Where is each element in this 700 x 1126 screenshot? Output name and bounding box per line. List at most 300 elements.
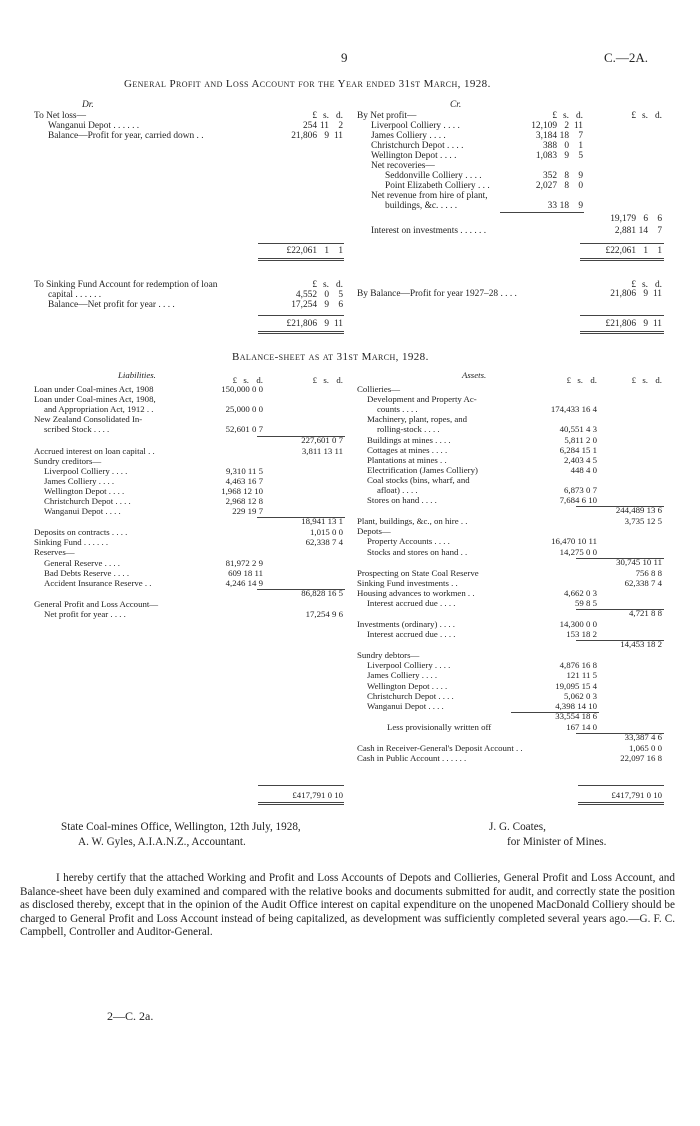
amount-pence: 6 (657, 214, 662, 224)
liability-detail-amount (173, 424, 263, 434)
asset-detail-amount-text: 14,300 0 0 (559, 619, 597, 629)
asset-detail-amount (507, 681, 597, 691)
pl-appropriation-total (253, 319, 343, 329)
amount-shillings: 9 (324, 300, 329, 310)
liability-item: Sundry creditors— (34, 455, 102, 466)
amount-pounds: 12,109 (531, 121, 557, 131)
liability-item: New Zealand Consolidated In- (34, 414, 143, 425)
liability-item: Bad Debts Reserve . . . . (44, 567, 130, 578)
asset-detail-amount-text: 153 18 2 (566, 629, 597, 640)
asset-item: Interest accrued due . . . . (367, 597, 456, 608)
asset-item: Development and Property Ac- (367, 394, 477, 405)
amount-shillings: 0 (324, 290, 329, 300)
asset-detail-amount-text: 6,873 0 7 (564, 485, 597, 495)
liability-detail-amount (173, 466, 263, 476)
asset-detail-amount (507, 424, 597, 434)
amount-pounds: 2,881 (614, 226, 636, 236)
amount-pounds: 17,254 (291, 300, 317, 310)
liability-detail-amount (173, 568, 263, 578)
asset-total-amount (572, 578, 662, 588)
asset-detail-amount (507, 670, 597, 680)
asset-item: Sundry debtors— (357, 650, 420, 661)
credit-label: Cr. (450, 100, 462, 110)
liability-total-amount-text: 18,941 13 1 (301, 516, 343, 527)
amount-shillings: 18 (559, 201, 569, 211)
asset-item: Electrification (James Colliery) (367, 464, 478, 475)
page-number: 9 (341, 50, 348, 65)
asset-item: James Colliery . . . . (367, 670, 438, 681)
asset-detail-amount-text: 5,062 0 3 (564, 690, 597, 701)
amount-pounds: 388 (542, 141, 557, 151)
shillings-header: s. (323, 111, 329, 121)
balance-profit-label: By Balance—Profit for year 1927–28 . . . . (357, 289, 517, 299)
liability-total-amount-text: 227,601 0 7 (301, 434, 343, 445)
amount-pence: 9 (578, 171, 583, 181)
shillings-header: s. (323, 375, 329, 385)
amount-pence: 6 (338, 300, 343, 310)
amount-pounds: £21,806 (286, 319, 317, 329)
liability-total-amount-text: 3,811 13 11 (301, 445, 343, 456)
asset-item: Liverpool Colliery . . . . (367, 660, 451, 671)
amount-shillings: 6 (643, 214, 648, 224)
asset-detail-amount (507, 536, 597, 546)
asset-detail-amount (507, 445, 597, 455)
asset-total-amount-text: 33,387 4 6 (624, 731, 662, 742)
pound-sign: £ (566, 375, 571, 385)
asset-detail-amount-text: 4,662 0 3 (564, 587, 597, 598)
asset-item: Stores on hand . . . . (367, 495, 437, 506)
shillings-header: s. (323, 280, 329, 290)
amount-pounds: 1,083 (535, 151, 557, 161)
pl-appropriation-item: Balance—Net profit for year . . . . (48, 300, 175, 310)
asset-total-amount (572, 753, 662, 763)
pl-debit-amount (253, 121, 343, 131)
amount-pence: 9 (578, 201, 583, 211)
amount-shillings: 9 (564, 151, 569, 161)
asset-item: Christchurch Depot . . . . (367, 690, 454, 701)
asset-detail-amount-text: 19,095 15 4 (555, 680, 597, 691)
rule-line (258, 331, 344, 334)
asset-item: rolling-stock . . . . (377, 424, 440, 435)
pence-header: d. (335, 111, 343, 121)
pence-header: d. (655, 375, 662, 385)
shillings-header: s. (642, 375, 648, 385)
asset-detail-amount-text: 4,398 14 10 (555, 700, 597, 711)
shillings-header: s. (563, 111, 569, 121)
assets-total (572, 790, 662, 800)
amount-shillings: 1 (643, 246, 648, 256)
pl-appropriation-amount (253, 300, 343, 310)
asset-total-amount (572, 505, 662, 515)
asset-total-amount-text: 244,489 13 6 (615, 505, 662, 516)
asset-total-amount-text: 4,721 8 8 (629, 608, 662, 618)
asset-detail-amount (507, 404, 597, 414)
pence-header: d. (654, 280, 662, 290)
asset-detail-amount-text: 40,551 4 3 (559, 424, 597, 435)
asset-item: Cottages at mines . . . . (367, 444, 448, 455)
amount-shillings: 1 (324, 246, 329, 256)
liability-total-amount (253, 537, 343, 547)
pl-credit-subtotal (572, 214, 662, 224)
rule-line (258, 802, 344, 805)
pound-sign: £ (631, 111, 636, 121)
pl-credit-amount (493, 151, 583, 161)
asset-item: Cash in Public Account . . . . . . (357, 753, 467, 763)
pl-credit-amount (493, 141, 583, 151)
amount-pounds: 19,179 (610, 214, 636, 224)
asset-detail-amount-text: 33,554 18 6 (555, 710, 597, 721)
rule-line (578, 785, 664, 786)
asset-item: Plantations at mines . . (367, 454, 447, 465)
debit-label: Dr. (82, 100, 94, 110)
asset-item: Housing advances to workmen . . (357, 587, 475, 598)
amount-shillings: 9 (324, 319, 329, 329)
liability-detail-amount-text: 609 18 11 (228, 567, 263, 578)
amount-shillings: 9 (643, 289, 648, 299)
asset-item: counts . . . . (377, 404, 418, 415)
shillings-header: s. (577, 375, 583, 385)
asset-total-amount-text: 1,065 0 0 (629, 742, 662, 753)
liabilities-total-text: £417,791 0 10 (292, 790, 343, 800)
liability-detail-amount (173, 578, 263, 588)
amount-pounds: 21,806 (610, 289, 636, 299)
amount-pence: 1 (657, 246, 662, 256)
pl-credit-item: buildings, &c. . . . . (385, 201, 458, 211)
asset-detail-amount (507, 660, 597, 670)
liability-item: Sinking Fund . . . . . . (34, 537, 109, 548)
pl-appropriation-item: To Sinking Fund Account for redemption of loan (34, 280, 218, 290)
asset-total-amount (572, 568, 662, 578)
liability-detail-amount-text: 9,310 11 5 (225, 465, 263, 476)
liability-total-amount (253, 527, 343, 537)
asset-detail-amount-text: 7,684 6 10 (559, 495, 597, 506)
pl-credit-amount (493, 201, 583, 211)
amount-shillings: 8 (564, 181, 569, 191)
pl-credit-item: Point Elizabeth Colliery . . . (385, 181, 490, 191)
pl-credit-amount (493, 171, 583, 181)
pl-credit-item: Seddonville Colliery . . . . (385, 171, 482, 181)
rule-line (258, 785, 344, 786)
asset-item: Less provisionally written off (387, 721, 492, 732)
interest-amount (572, 226, 662, 236)
liability-item: General Reserve . . . . (44, 557, 120, 568)
amount-pounds: 2,027 (535, 181, 557, 191)
rule-line (578, 802, 664, 805)
liabilities-total (253, 790, 343, 800)
assets-label: Assets. (462, 370, 487, 380)
pound-sign: £ (631, 280, 636, 290)
pl-credit-item: By Net profit— (357, 111, 417, 121)
pound-sign: £ (631, 375, 636, 385)
asset-detail-amount (507, 598, 597, 608)
amount-pence: 11 (652, 319, 662, 329)
pence-header: d. (575, 111, 583, 121)
asset-total-amount-text: 22,097 16 8 (620, 753, 662, 763)
asset-detail-amount (507, 435, 597, 445)
liability-item: Reserves— (34, 547, 75, 558)
asset-detail-amount (507, 588, 597, 598)
pl-credit-amount (493, 181, 583, 191)
liability-detail-amount-text: 81,972 2 9 (225, 557, 263, 568)
asset-detail-amount-text: 174,433 16 4 (550, 404, 597, 415)
asset-total-amount-text: 14,453 18 2 (620, 639, 662, 650)
asset-item: Stocks and stores on hand . . (367, 546, 468, 557)
pence-header: d. (256, 375, 263, 385)
assets-total-text: £417,791 0 10 (611, 790, 662, 800)
document-reference: C.—2A. (604, 50, 649, 65)
amount-pounds: 21,806 (291, 131, 317, 141)
asset-item: Buildings at mines . . . . (367, 434, 451, 445)
liability-item: Accrued interest on loan capital . . (34, 445, 155, 456)
asset-detail-amount (507, 701, 597, 711)
rule-line (258, 258, 344, 261)
liabilities-label: Liabilities. (118, 370, 156, 380)
amount-pounds: £22,061 (286, 246, 317, 256)
amount-pence: 1 (578, 141, 583, 151)
asset-item: Plant, buildings, &c., on hire . . (357, 516, 468, 527)
asset-detail-amount-text: 121 11 5 (566, 670, 597, 681)
asset-detail-amount (507, 547, 597, 557)
pl-credit-total (572, 246, 662, 256)
liability-item: Wanganui Depot . . . . (44, 506, 121, 517)
asset-item: Prospecting on State Coal Reserve (357, 567, 479, 578)
pl-credit-item: Liverpool Colliery . . . . (371, 121, 460, 131)
pl-debit-item: Wanganui Depot . . . . . . (48, 121, 140, 131)
amount-shillings: 9 (643, 319, 648, 329)
liability-item: Accident Insurance Reserve . . (44, 577, 152, 588)
asset-total-amount (572, 639, 662, 649)
asset-item: Cash in Receiver-General's Deposit Account . . (357, 742, 523, 753)
rule-line (500, 212, 584, 213)
currency-header (253, 111, 343, 121)
asset-detail-amount-text: 59 8 5 (575, 597, 597, 608)
pl-credit-item: Net revenue from hire of plant, (371, 191, 488, 201)
pl-credit-item: Net recoveries— (371, 161, 435, 171)
asset-detail-amount-text: 448 4 0 (570, 464, 597, 475)
rule-line (258, 315, 344, 316)
liability-item: and Appropriation Act, 1912 . . (44, 404, 154, 415)
amount-shillings: 0 (564, 141, 569, 151)
liability-total-amount-text: 1,015 0 0 (310, 527, 343, 538)
amount-shillings: 2 (564, 121, 569, 131)
liability-detail-amount (173, 506, 263, 516)
pound-sign: £ (552, 111, 557, 121)
asset-total-amount-text: 30,745 10 11 (616, 556, 662, 567)
liability-total-amount (253, 435, 343, 445)
liability-item: Net profit for year . . . . (44, 608, 126, 619)
asset-detail-amount-text: 16,470 10 11 (551, 536, 597, 547)
pl-debit-amount (253, 131, 343, 141)
pound-sign: £ (232, 375, 237, 385)
amount-pence: 1 (338, 246, 343, 256)
rule-line (580, 315, 664, 316)
asset-detail-amount (507, 711, 597, 721)
asset-detail-amount (507, 465, 597, 475)
liability-detail-amount-text: 229 19 7 (232, 506, 263, 517)
asset-item: Property Accounts . . . . (367, 536, 450, 547)
liability-detail-amount-text: 4,463 16 7 (225, 475, 263, 486)
rule-line (258, 243, 344, 244)
liability-total-amount (253, 588, 343, 598)
asset-item: Coal stocks (bins, wharf, and (367, 474, 470, 485)
asset-detail-amount (507, 485, 597, 495)
signature-minister: J. G. Coates, (489, 821, 546, 833)
pl-credit-item: Wellington Depot . . . . (371, 151, 457, 161)
amount-pence: 2 (338, 121, 343, 131)
liability-item: Loan under Coal-mines Act, 1908 (34, 384, 154, 394)
liability-item: General Profit and Loss Account— (34, 598, 159, 609)
amount-shillings: 9 (324, 131, 329, 141)
amount-pounds: £21,806 (605, 319, 636, 329)
liability-detail-amount (173, 404, 263, 414)
liability-detail-amount-text: 4,246 14 9 (225, 577, 263, 588)
asset-item: Wanganui Depot . . . . (367, 700, 444, 711)
asset-total-amount (572, 732, 662, 742)
asset-total-amount (572, 557, 662, 567)
pl-debit-item: To Net loss— (34, 111, 86, 121)
liability-item: Wellington Depot . . . . (44, 485, 125, 496)
amount-shillings: 8 (564, 171, 569, 181)
pence-header: d. (654, 111, 662, 121)
asset-total-amount (572, 608, 662, 618)
amount-pence: 5 (338, 290, 343, 300)
asset-detail-amount-text: 14,275 0 0 (559, 546, 597, 557)
asset-total-amount-text: 62,338 7 4 (624, 577, 662, 588)
amount-pounds: 33 (547, 201, 557, 211)
asset-item: Depots— (357, 526, 391, 537)
rule-line (580, 243, 664, 244)
liability-detail-amount-text: 1,968 12 10 (221, 485, 263, 496)
amount-pence: 7 (578, 131, 583, 141)
liability-detail-amount-text: 52,601 0 7 (225, 424, 263, 435)
liability-item: scribed Stock . . . . (44, 424, 110, 435)
liability-total-amount-text: 62,338 7 4 (305, 537, 343, 548)
amount-pence: 0 (578, 181, 583, 191)
amount-pence: 11 (333, 131, 343, 141)
asset-item: Sinking Fund investments . . (357, 577, 458, 588)
amount-pence: 5 (578, 151, 583, 161)
audit-certificate: I hereby certify that the attached Working and Profit and Loss Accounts of Depots and Collieries, General Profit and Loss Account, and Balance-sheet have been duly examined and compared with the relative books and documents submitted for audit, and correctly state the position as disclosed thereby, except that in the opinion of the Audit Office interest on capital expenditure on the unopened MacDonald Colliery should be charged to General Profit and Loss Account instead of being capitalized, as development was sufficiently completed several years ago.—G. F. C. Campbell, Controller and Auditor-General. (20, 872, 675, 939)
liability-item: Christchurch Depot . . . . (44, 496, 131, 506)
currency-header (572, 111, 662, 121)
interest-label: Interest on investments . . . . . . (371, 226, 487, 236)
asset-total-amount (572, 743, 662, 753)
pl-debit-item: Balance—Profit for year, carried down . . (48, 131, 204, 141)
asset-item: Interest accrued due . . . . (367, 629, 456, 640)
balance-profit-total (572, 319, 662, 329)
liability-detail-amount-text: 150,000 0 0 (221, 384, 263, 394)
amount-shillings: 18 (559, 131, 569, 141)
signature-office-date: State Coal-mines Office, Wellington, 12th July, 1928, (61, 821, 301, 833)
liability-total-amount-text: 17,254 9 6 (305, 608, 343, 619)
amount-pence: 11 (652, 289, 662, 299)
asset-detail-amount-text: 5,811 2 0 (564, 434, 597, 445)
pl-appropriation-item: capital . . . . . . (48, 290, 102, 300)
liability-total-amount (253, 609, 343, 619)
shillings-header: s. (642, 280, 648, 290)
balance-sheet-title: Balance-sheet as at 31st March, 1928. (232, 351, 429, 363)
pence-header: d. (336, 375, 343, 385)
pl-credit-item: Christchurch Depot . . . . (371, 141, 464, 151)
liability-detail-amount-text: 25,000 0 0 (225, 404, 263, 415)
asset-detail-amount (507, 619, 597, 629)
liability-total-amount-text: 86,828 16 5 (301, 587, 343, 598)
shillings-header: s. (243, 375, 249, 385)
liability-detail-amount (173, 486, 263, 496)
amount-pounds: 4,552 (295, 290, 317, 300)
asset-detail-amount-text: 167 14 0 (566, 721, 597, 732)
currency-header (253, 375, 343, 385)
amount-pence: 7 (657, 226, 662, 236)
asset-detail-amount-text: 2,403 4 5 (564, 454, 597, 465)
amount-shillings: 11 (319, 121, 329, 131)
amount-pence: 11 (573, 121, 583, 131)
pl-credit-amount (493, 131, 583, 141)
pound-sign: £ (312, 111, 317, 121)
pl-appropriation-amount (253, 290, 343, 300)
amount-pounds: 352 (542, 171, 557, 181)
asset-total-amount-text: 756 8 8 (635, 567, 662, 578)
amount-pence: 11 (333, 319, 343, 329)
rule-line (580, 331, 664, 334)
pl-credit-amount (493, 121, 583, 131)
liability-item: Deposits on contracts . . . . (34, 527, 128, 538)
pl-debit-total (253, 246, 343, 256)
liability-total-amount (253, 446, 343, 456)
currency-header (253, 280, 343, 290)
asset-detail-amount-text: 6,284 15 1 (559, 444, 597, 455)
rule-line (580, 258, 664, 261)
asset-item: afloat) . . . . (377, 485, 418, 495)
pence-header: d. (590, 375, 597, 385)
liability-detail-amount (173, 496, 263, 506)
liability-total-amount (253, 516, 343, 526)
amount-shillings: 14 (638, 226, 648, 236)
pound-sign: £ (312, 280, 317, 290)
asset-item: Machinery, plant, ropes, and (367, 414, 468, 425)
asset-item: Wellington Depot . . . . (367, 680, 448, 691)
asset-detail-amount-text: 4,876 16 8 (559, 660, 597, 671)
asset-total-amount (572, 516, 662, 526)
profit-loss-title: General Profit and Loss Account for the Year ended 31st March, 1928. (124, 78, 491, 90)
pl-credit-item: James Colliery . . . . (371, 131, 446, 141)
shillings-header: s. (642, 111, 648, 121)
asset-item: Investments (ordinary) . . . . (357, 619, 455, 629)
asset-detail-amount (507, 691, 597, 701)
signature-minister-role: for Minister of Mines. (507, 836, 607, 848)
liability-detail-amount-text: 2,968 12 8 (225, 496, 263, 506)
balance-profit-amount (572, 289, 662, 299)
amount-pounds: 3,184 (535, 131, 557, 141)
footer-reference: 2—C. 2a. (107, 1009, 154, 1023)
signature-accountant: A. W. Gyles, A.I.A.N.Z., Accountant. (78, 836, 246, 848)
liability-detail-amount (173, 476, 263, 486)
liability-detail-amount (173, 558, 263, 568)
pence-header: d. (335, 280, 343, 290)
currency-header (493, 111, 583, 121)
asset-detail-amount (507, 495, 597, 505)
liability-item: Loan under Coal-mines Act, 1908, (34, 394, 156, 405)
amount-pounds: 254 (302, 121, 317, 131)
asset-detail-amount (507, 455, 597, 465)
currency-header (572, 375, 662, 385)
asset-detail-amount (507, 722, 597, 732)
asset-detail-amount (507, 629, 597, 639)
asset-total-amount-text: 3,735 12 5 (624, 516, 662, 527)
liability-item: Liverpool Colliery . . . . (44, 465, 128, 476)
amount-pounds: £22,061 (605, 246, 636, 256)
liability-detail-amount (173, 384, 263, 394)
